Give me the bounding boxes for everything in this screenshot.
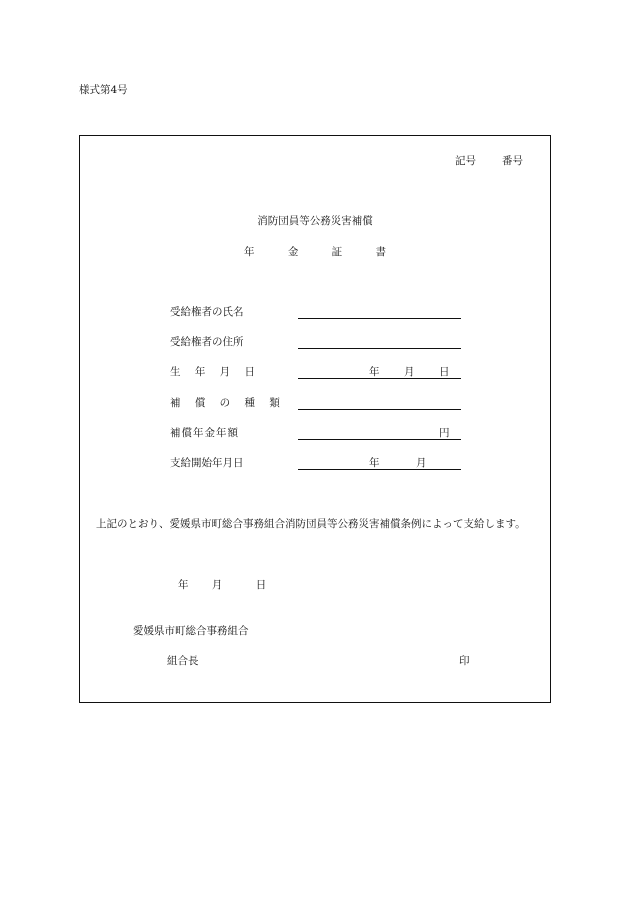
field-line-name <box>298 304 461 319</box>
unit-year: 年 <box>369 366 380 378</box>
body-paragraph: 上記のとおり、愛媛県市町総合事務組合消防団員等公務災害補償条例によって支給します。 <box>96 518 526 530</box>
form-number: 様式第4号 <box>79 84 128 96</box>
field-line-annual-amount <box>298 425 461 440</box>
seal-mark: 印 <box>459 655 470 667</box>
date-year: 年 <box>178 579 189 591</box>
field-line-birthdate <box>298 364 461 379</box>
field-line-start-date <box>298 455 461 470</box>
title-char: 証 <box>331 246 343 258</box>
field-label-compensation-type: 補 償 の 種 類 <box>170 397 286 409</box>
field-label-annual-amount: 補償年金年額 <box>170 427 239 439</box>
issue-date <box>178 577 286 592</box>
title-line-2 <box>0 244 630 259</box>
field-label-start-date: 支給開始年月日 <box>170 457 244 469</box>
field-line-compensation-type <box>298 395 461 410</box>
unit-year: 年 <box>369 457 380 469</box>
unit-month: 月 <box>404 366 415 378</box>
field-label-name: 受給権者の氏名 <box>170 306 244 318</box>
date-day: 日 <box>255 579 267 591</box>
field-line-address <box>298 334 461 349</box>
title-line-1: 消防団員等公務災害補償 <box>257 215 373 227</box>
unit-yen: 円 <box>439 427 450 439</box>
title-char: 年 <box>243 246 255 258</box>
unit-month: 月 <box>416 457 427 469</box>
kigo-label: 記号 <box>455 155 476 167</box>
title-char: 書 <box>375 246 387 258</box>
unit-day: 日 <box>439 366 450 378</box>
field-label-address: 受給権者の住所 <box>170 336 244 348</box>
title-char: 金 <box>287 246 299 258</box>
chief-label: 組合長 <box>167 655 199 667</box>
organization-name: 愛媛県市町総合事務組合 <box>133 625 249 637</box>
field-label-birthdate: 生 年 月 日 <box>170 366 261 378</box>
bango-label: 番号 <box>502 155 523 167</box>
date-month: 月 <box>211 579 223 591</box>
